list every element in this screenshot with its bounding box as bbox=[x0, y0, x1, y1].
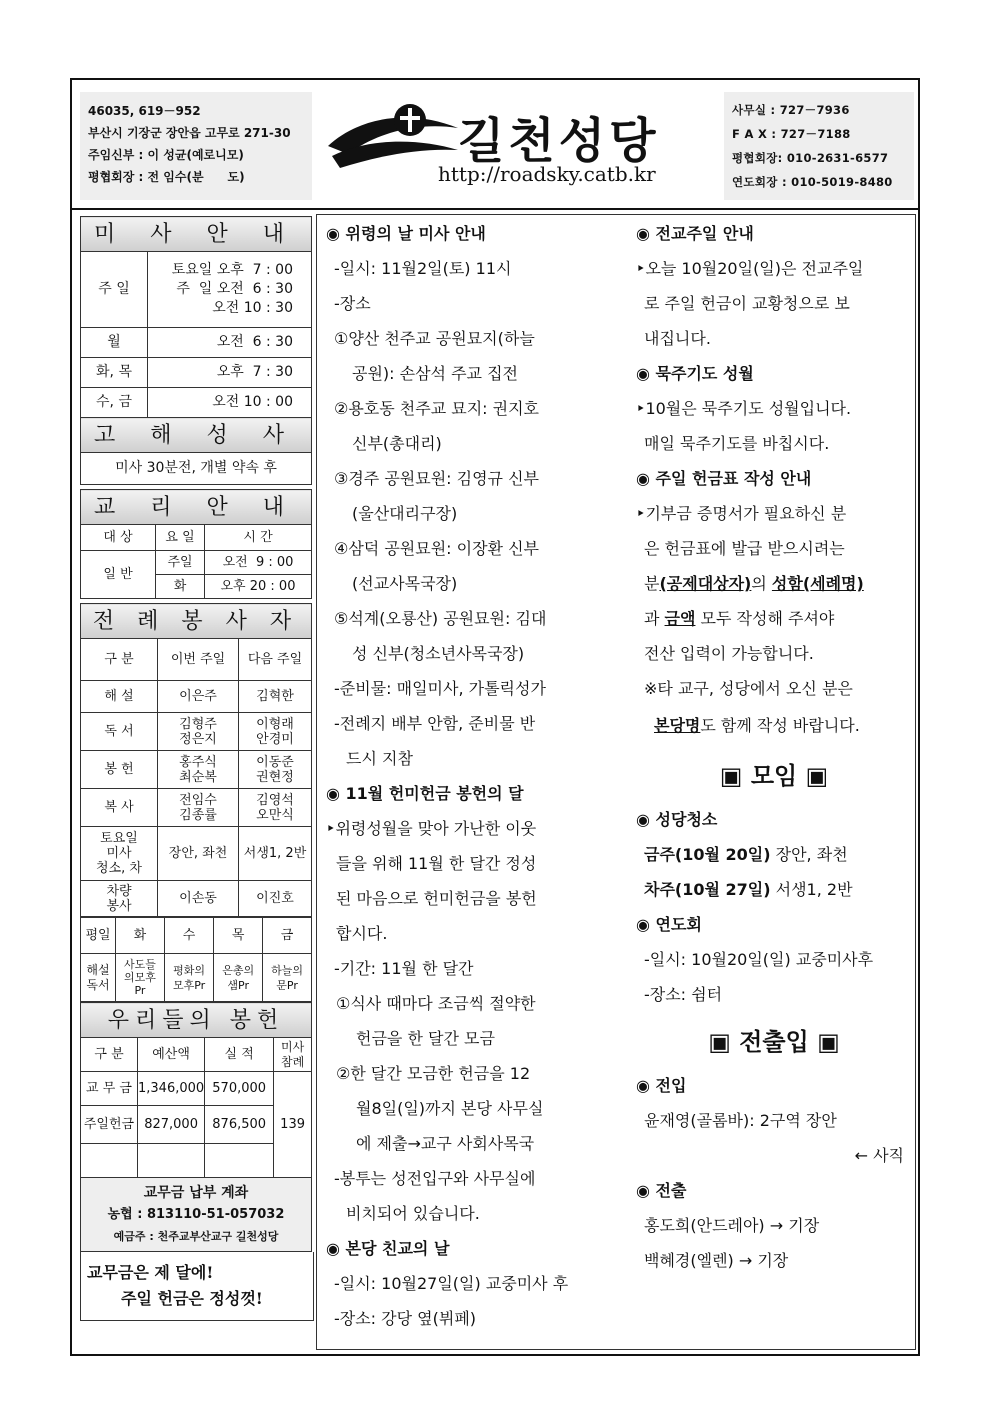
text-span: 장안, 좌천 bbox=[770, 845, 848, 864]
srv-this: 이은주 bbox=[158, 681, 239, 713]
text-line: -장소 bbox=[334, 294, 371, 313]
cat-header: 시 간 bbox=[205, 525, 312, 551]
mass-table bbox=[80, 216, 312, 485]
catechism-table bbox=[80, 489, 312, 599]
text-line: ‣오늘 10월20일(일)은 전교주일 bbox=[636, 259, 864, 278]
text-line: 매일 묵주기도를 바칩시다. bbox=[644, 434, 830, 453]
cat-header: 대 상 bbox=[81, 525, 156, 551]
srv-role: 토요일 미사 청소, 차 bbox=[81, 827, 158, 881]
srv-next: 서생1, 2반 bbox=[239, 827, 312, 881]
church-name: 길천성당 bbox=[458, 113, 660, 169]
weekday-table bbox=[80, 917, 312, 1002]
cat-day: 주일 bbox=[156, 551, 205, 575]
text-line: -장소: 쉼터 bbox=[644, 985, 723, 1004]
left-column bbox=[80, 216, 312, 1321]
off-header: 예산액 bbox=[138, 1038, 205, 1072]
servers-table bbox=[80, 603, 312, 917]
srv-next: 이진호 bbox=[239, 881, 312, 917]
mass-day: 화, 목 bbox=[81, 358, 148, 388]
wk-header: 화 bbox=[116, 918, 165, 954]
wk-label: 해설 독서 bbox=[81, 954, 116, 1002]
off-actual: 570,000 bbox=[205, 1072, 274, 1106]
wk-group: 사도들 의모후 Pr bbox=[116, 954, 165, 1002]
header-right-line: 연도회장 : 010-5019-8480 bbox=[732, 175, 893, 189]
section-heading: ◉ 전출 bbox=[636, 1181, 687, 1200]
confession-title: 고 해 성 사 bbox=[81, 418, 312, 453]
srv-role: 복 사 bbox=[81, 789, 158, 827]
off-name: 교 무 금 bbox=[81, 1072, 138, 1106]
srv-role: 독 서 bbox=[81, 713, 158, 751]
text-line: 홍도희(안드레아) → 기장 bbox=[644, 1216, 820, 1235]
offering-note bbox=[80, 1252, 314, 1321]
text-line: 월8일(일)까지 본당 사무실 bbox=[356, 1099, 544, 1118]
text-line: -전례지 배부 안함, 준비물 반 bbox=[334, 714, 536, 733]
text-span: 차주(10월 27일) bbox=[644, 880, 771, 899]
header-left-line: 46035, 619－952 bbox=[88, 104, 201, 118]
mass-time: 오전 10 : 30 bbox=[212, 300, 293, 316]
section-heading: ◉ 위령의 날 미사 안내 bbox=[326, 224, 486, 243]
text-line: -일시: 10월20일(일) 교중미사후 bbox=[644, 950, 874, 969]
text-line bbox=[636, 601, 912, 636]
mass-time: 오전 10 : 00 bbox=[148, 388, 312, 418]
srv-next: 김영석 오만식 bbox=[239, 789, 312, 827]
text-line bbox=[636, 837, 912, 872]
text-line: 드시 지참 bbox=[346, 749, 413, 768]
srv-this: 전임수 김종률 bbox=[158, 789, 239, 827]
cat-time: 오전 9 : 00 bbox=[205, 551, 312, 575]
text-line: 합시다. bbox=[336, 924, 388, 943]
header-right-line: 평협회장: 010-2631-6577 bbox=[732, 151, 889, 165]
text-emphasis: 성함(세례명) bbox=[771, 574, 864, 593]
section-heading: ◉ 전교주일 안내 bbox=[636, 224, 754, 243]
srv-next: 김혁한 bbox=[239, 681, 312, 713]
cat-day: 화 bbox=[156, 575, 205, 599]
account-title: 교무금 납부 계좌 bbox=[143, 1184, 249, 1201]
move-title: ▣ 전출입 ▣ bbox=[708, 1028, 840, 1056]
header-left-line: 평협회장 : 전 임수(분 도) bbox=[88, 170, 245, 184]
wk-header: 평일 bbox=[81, 918, 116, 954]
text-line: 헌금을 한 달간 모금 bbox=[356, 1029, 495, 1048]
text-line bbox=[636, 706, 912, 746]
section-heading: ◉ 11월 헌미헌금 봉헌의 달 bbox=[326, 784, 524, 803]
off-name: 주일헌금 bbox=[81, 1106, 138, 1144]
text-line: 은 헌금표에 발급 받으시려는 bbox=[644, 539, 845, 558]
confession-text: 미사 30분전, 개별 약속 후 bbox=[81, 453, 312, 485]
text-line: -일시: 11월2일(토) 11시 bbox=[334, 259, 512, 278]
wk-group: 은총의 샘Pr bbox=[214, 954, 263, 1002]
srv-this: 이손동 bbox=[158, 881, 239, 917]
text-line: ‣위령성월을 맞아 가난한 이웃 bbox=[326, 819, 537, 838]
text-span: 도 함께 작성 바랍니다. bbox=[700, 716, 860, 735]
note-line: 주일 헌금은 정성껏! bbox=[121, 1289, 263, 1308]
text-line: 된 마음으로 헌미헌금을 봉헌 bbox=[336, 889, 537, 908]
cat-header: 요 일 bbox=[156, 525, 205, 551]
text-span: 분 bbox=[644, 574, 660, 593]
text-span: 과 bbox=[644, 609, 665, 628]
off-budget: 1,346,000 bbox=[138, 1072, 205, 1106]
off-header: 미사 참례 bbox=[274, 1038, 312, 1072]
mass-time: 주 일 오전 6 : 30 bbox=[176, 281, 293, 297]
text-line: ※타 교구, 성당에서 오신 분은 bbox=[644, 679, 853, 698]
text-line: 윤재영(골롬바): 2구역 장안 bbox=[644, 1111, 837, 1130]
mass-day: 수, 금 bbox=[81, 388, 148, 418]
account-holder: 예금주 : 천주교부산교구 길천성당 bbox=[113, 1229, 279, 1243]
text-line: 들을 위해 11월 한 달간 정성 bbox=[336, 854, 537, 873]
wk-header: 금 bbox=[263, 918, 312, 954]
text-line: -준비물: 매일미사, 가톨릭성가 bbox=[334, 679, 546, 698]
text-line: ③경주 공원묘원: 김영규 신부 bbox=[334, 469, 540, 488]
header-right-line: 사무실 : 727－7936 bbox=[732, 103, 850, 117]
text-line: -일시: 10월27일(일) 교중미사 후 bbox=[334, 1274, 569, 1293]
text-line: ‣10월은 묵주기도 성월입니다. bbox=[636, 399, 852, 418]
text-line: 비치되어 있습니다. bbox=[346, 1204, 480, 1223]
text-line: 에 제출→교구 사회사목국 bbox=[356, 1134, 535, 1153]
section-heading: ◉ 연도회 bbox=[636, 915, 702, 934]
offering-table bbox=[80, 1002, 312, 1252]
off-attendance: 139 bbox=[274, 1072, 312, 1178]
text-line: -봉투는 성전입구와 사무실에 bbox=[334, 1169, 536, 1188]
text-line: ⑤석계(오룡산) 공원묘원: 김대 bbox=[334, 609, 547, 628]
srv-role: 차량 봉사 bbox=[81, 881, 158, 917]
account-number: 농협 : 813110-51-057032 bbox=[107, 1206, 285, 1222]
text-line: ①식사 때마다 조금씩 절약한 bbox=[336, 994, 536, 1013]
off-header: 구 분 bbox=[81, 1038, 138, 1072]
text-line: -장소: 강당 옆(뷔페) bbox=[334, 1309, 477, 1328]
wk-group: 평화의 모후Pr bbox=[164, 954, 213, 1002]
catechism-title: 교 리 안 내 bbox=[81, 490, 312, 525]
text-line: ②한 달간 모금한 헌금을 12 bbox=[336, 1064, 531, 1083]
header-left-line: 주임신부 : 이 성균(예로니모) bbox=[88, 148, 244, 162]
mass-time: 오전 6 : 30 bbox=[148, 328, 312, 358]
cat-group: 일 반 bbox=[81, 551, 156, 599]
text-line: ‣기부금 증명서가 필요하신 분 bbox=[636, 504, 847, 523]
text-span: 금주(10월 20일) bbox=[644, 845, 771, 864]
wk-header: 목 bbox=[214, 918, 263, 954]
text-line: 공원): 손삼석 주교 집전 bbox=[352, 364, 518, 383]
text-line bbox=[636, 872, 912, 907]
text-emphasis: 본당명 bbox=[654, 716, 701, 735]
text-line: ②용호동 천주교 묘지: 권지호 bbox=[334, 399, 540, 418]
text-line: 로 주일 헌금이 교황청으로 보 bbox=[644, 294, 850, 313]
wk-group: 하늘의 문Pr bbox=[263, 954, 312, 1002]
right-column bbox=[636, 216, 912, 1278]
srv-this: 홍주식 최순복 bbox=[158, 751, 239, 789]
text-line bbox=[636, 566, 912, 601]
wk-header: 수 bbox=[164, 918, 213, 954]
servers-title: 전 례 봉 사 자 bbox=[81, 604, 312, 639]
srv-header: 구 분 bbox=[81, 639, 158, 681]
srv-next: 이동준 권현정 bbox=[239, 751, 312, 789]
header-right-line: F A X : 727－7188 bbox=[732, 127, 851, 141]
offering-title: 우리들의 봉헌 bbox=[81, 1003, 312, 1038]
meeting-title: ▣ 모임 ▣ bbox=[719, 762, 829, 790]
section-heading: ◉ 묵주기도 성월 bbox=[636, 364, 754, 383]
section-heading: ◉ 전입 bbox=[636, 1076, 687, 1095]
srv-this: 장안, 좌천 bbox=[158, 827, 239, 881]
mass-title: 미 사 안 내 bbox=[81, 217, 312, 252]
text-line: (울산대리구장) bbox=[352, 504, 458, 523]
text-line: 백혜경(엘렌) → 기장 bbox=[644, 1251, 789, 1270]
off-budget: 827,000 bbox=[138, 1106, 205, 1144]
text-line: 성 신부(청소년사목국장) bbox=[352, 644, 525, 663]
section-heading: ◉ 본당 친교의 날 bbox=[326, 1239, 450, 1258]
section-heading: ◉ 주일 헌금표 작성 안내 bbox=[636, 469, 812, 488]
text-span: 모두 작성해 주셔야 bbox=[695, 609, 835, 628]
text-line: ④삼덕 공원묘원: 이장환 신부 bbox=[334, 539, 540, 558]
text-line: 내집니다. bbox=[644, 329, 711, 348]
header-left-line: 부산시 기장군 장안읍 고무로 271-30 bbox=[88, 126, 291, 140]
cat-time: 오후 20 : 00 bbox=[205, 575, 312, 599]
header-info-right bbox=[724, 92, 914, 200]
sunday-label: 주 일 bbox=[81, 252, 148, 328]
srv-this: 김형주 정은지 bbox=[158, 713, 239, 751]
mass-time: 오후 7 : 30 bbox=[148, 358, 312, 388]
text-line: ← 사직 bbox=[854, 1146, 904, 1165]
srv-header: 다음 주일 bbox=[239, 639, 312, 681]
section-heading: ◉ 성당청소 bbox=[636, 810, 718, 829]
text-line: 신부(총대리) bbox=[352, 434, 442, 453]
church-logo bbox=[318, 96, 718, 196]
header-info-left bbox=[80, 92, 312, 200]
middle-column bbox=[326, 216, 608, 1336]
text-line: -기간: 11월 한 달간 bbox=[334, 959, 474, 978]
srv-role: 봉 헌 bbox=[81, 751, 158, 789]
srv-next: 이형래 안경미 bbox=[239, 713, 312, 751]
text-line: 전산 입력이 가능합니다. bbox=[644, 644, 814, 663]
srv-header: 이번 주일 bbox=[158, 639, 239, 681]
text-emphasis: (공제대상자) bbox=[659, 574, 752, 593]
text-emphasis: 금액 bbox=[664, 609, 696, 628]
off-header: 실 적 bbox=[205, 1038, 274, 1072]
header-divider bbox=[72, 208, 918, 210]
text-span: 의 bbox=[751, 574, 772, 593]
mass-day: 월 bbox=[81, 328, 148, 358]
text-span: 서생1, 2반 bbox=[770, 880, 853, 899]
text-line: ①양산 천주교 공원묘지(하늘 bbox=[334, 329, 535, 348]
srv-role: 해 설 bbox=[81, 681, 158, 713]
text-line: (선교사목국장) bbox=[352, 574, 458, 593]
mass-time: 토요일 오후 7 : 00 bbox=[171, 262, 293, 278]
church-url[interactable]: http://roadsky.catb.kr bbox=[438, 162, 656, 186]
off-actual: 876,500 bbox=[205, 1106, 274, 1144]
note-line: 교무금은 제 달에! bbox=[87, 1263, 214, 1282]
